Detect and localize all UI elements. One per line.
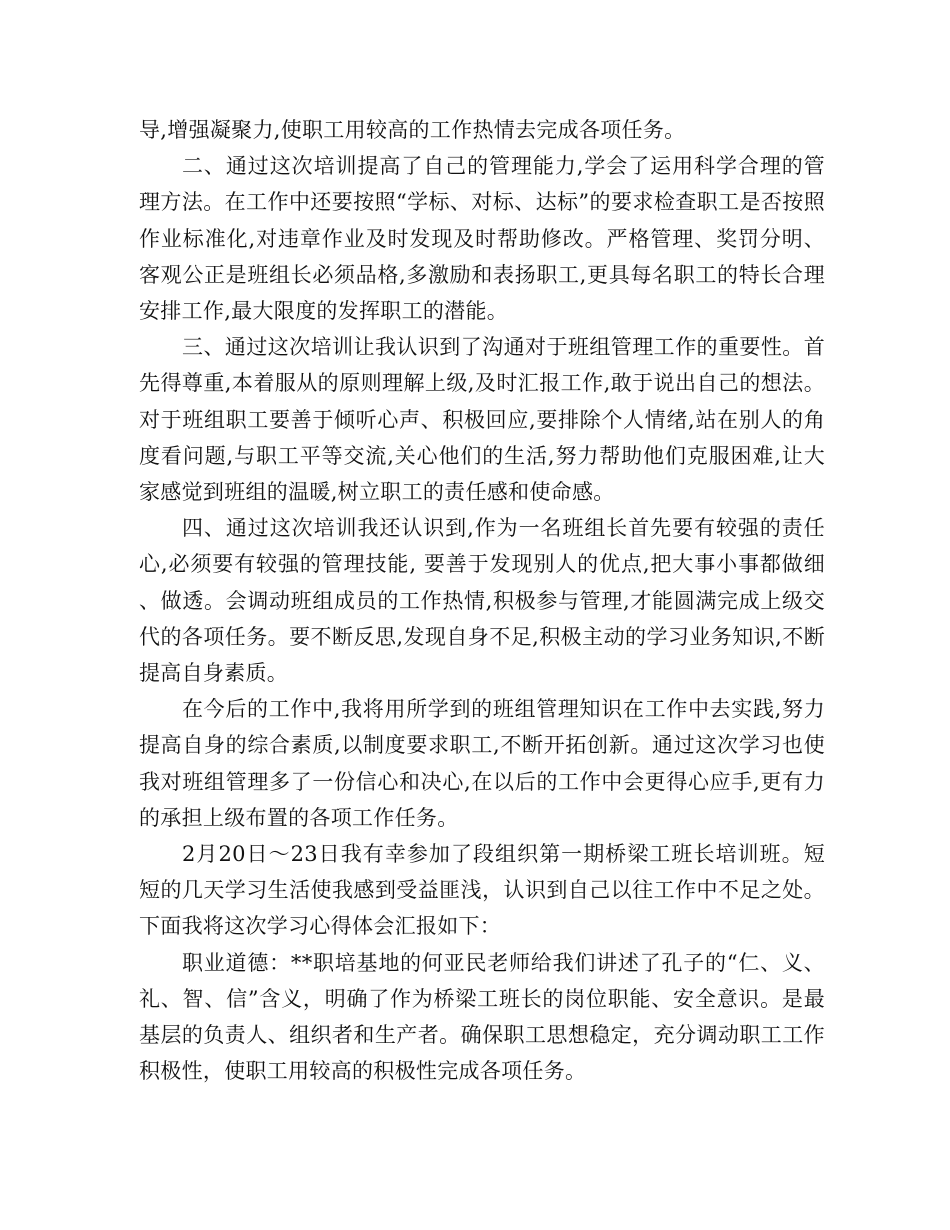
document-body: [139, 112, 825, 1089]
paragraph-continuation: 导,增强凝聚力,使职工用较高的工作热情去完成各项任务。: [139, 118, 686, 142]
paragraph-point-two: 二、通过这次培训提高了自己的管理能力,学会了运用科学合理的管理方法。在工作中还要按照“学标、对标、达标”的要求检查职工是否按照作业标准化,对违章作业及时发现及时帮助修改。严格管理、奖罚分明、客观公正是班组长必须品格,多激励和表扬职工,更具每名职工的特长合理安排工作,最大限度的发挥职工的潜能。: [139, 154, 825, 324]
paragraph-training-intro: 2月20日～23日我有幸参加了段组织第一期桥梁工班长培训班。短短的几天学习生活使我感到受益匪浅，认识到自己以往工作中不足之处。下面我将这次学习心得体会汇报如下：: [139, 842, 825, 939]
paragraph-point-three: 三、通过这次培训让我认识到了沟通对于班组管理工作的重要性。首先得尊重,本着服从的原则理解上级,及时汇报工作,敢于说出自己的想法。对于班组职工要善于倾听心声、积极回应,要排除个人情绪,站在别人的角度看问题,与职工平等交流,关心他们的生活,努力帮助他们克服困难,让大家感觉到班组的温暖,树立职工的责任感和使命感。: [139, 335, 825, 505]
paragraph-future-work: 在今后的工作中,我将用所学到的班组管理知识在工作中去实践,努力提高自身的综合素质,以制度要求职工,不断开拓创新。通过这次学习也使我对班组管理多了一份信心和决心,在以后的工作中会更得心应手,更有力的承担上级布置的各项工作任务。: [139, 697, 825, 830]
paragraph-professional-ethics: 职业道德：**职培基地的何亚民老师给我们讲述了孔子的“仁、义、礼、智、信”含义，明确了作为桥梁工班长的岗位职能、安全意识。是最基层的负责人、组织者和生产者。确保职工思想稳定，充分调动职工工作积极性，使职工用较高的积极性完成各项任务。: [139, 950, 825, 1084]
paragraph-point-four: 四、通过这次培训我还认识到,作为一名班组长首先要有较强的责任心,必须要有较强的管理技能, 要善于发现别人的优点,把大事小事都做细、做透。会调动班组成员的工作热情,积极参与管理,才能圆满完成上级交代的各项任务。要不断反思,发现自身不足,积极主动的学习业务知识,不断提高自身素质。: [139, 516, 825, 686]
